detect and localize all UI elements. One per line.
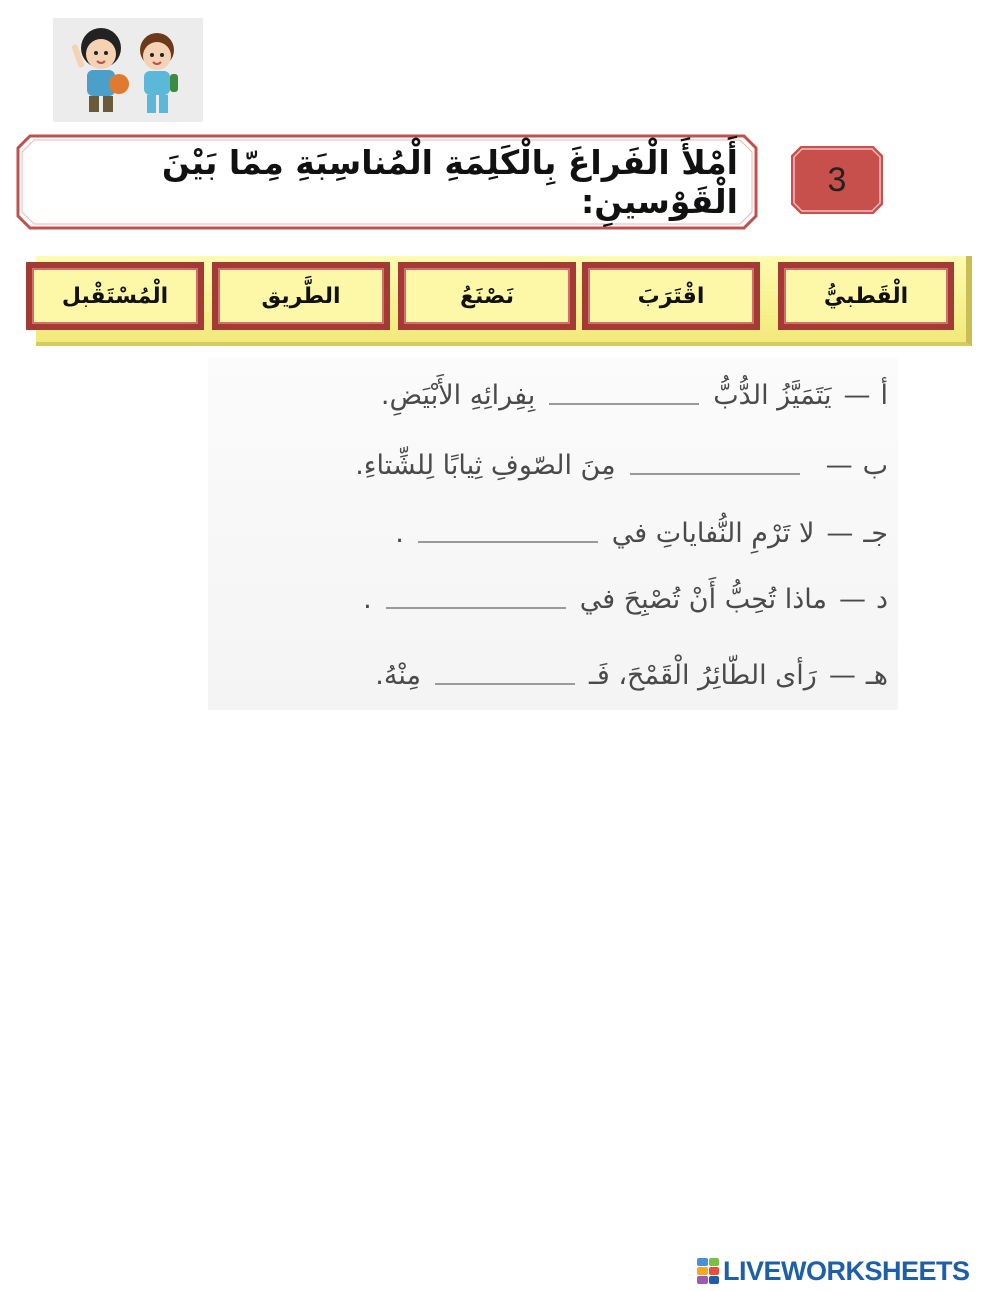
sentence-letter: هـ bbox=[865, 659, 888, 691]
word-bank-tile[interactable]: الْمُسْتَقْبل bbox=[26, 262, 204, 330]
sentence-text-before: يَتَمَيَّزُ الدُّبُّ bbox=[713, 379, 832, 411]
dash: — bbox=[828, 659, 856, 691]
sentence-d bbox=[363, 574, 888, 624]
answer-blank[interactable] bbox=[549, 402, 699, 405]
sentence-text-after: مِنْهُ. bbox=[375, 659, 421, 691]
word-bank-tile[interactable]: اقْتَرَبَ bbox=[582, 262, 760, 330]
sentence-text-after: مِنَ الصّوفِ ثِيابًا لِلشِّتاءِ. bbox=[355, 449, 616, 481]
sentence-letter: جـ bbox=[863, 517, 888, 549]
dash: — bbox=[838, 583, 866, 615]
sentence-text-before: ماذا تُحِبُّ أَنْ تُصْبِحَ في bbox=[579, 583, 827, 615]
sentence-b bbox=[355, 440, 888, 490]
exercise-number: 3 bbox=[827, 160, 847, 199]
liveworksheets-logo[interactable] bbox=[697, 1256, 970, 1286]
word-bank-tile[interactable]: الْقَطبيُّ bbox=[778, 262, 954, 330]
sentence-letter: أ bbox=[880, 379, 888, 411]
sentence-text-after: بِفِرائِهِ الأَبْيَضِ. bbox=[380, 379, 536, 411]
sentence-text-after: . bbox=[363, 583, 372, 615]
sentence-letter: ب bbox=[862, 449, 888, 481]
liveworksheets-logo-icon bbox=[697, 1258, 719, 1284]
answer-blank[interactable] bbox=[435, 682, 575, 685]
dash: — bbox=[825, 449, 853, 481]
dash: — bbox=[826, 517, 854, 549]
sentence-letter: د bbox=[875, 583, 888, 615]
kids-icon bbox=[53, 18, 203, 122]
dash: — bbox=[843, 379, 871, 411]
brand-name: LIVEWORKSHEETS bbox=[723, 1255, 970, 1286]
sentence-e bbox=[375, 650, 888, 700]
sentence-text-before: رَأى الطّائِرُ الْقَمْحَ، فَـ bbox=[588, 659, 817, 691]
sentence-c bbox=[395, 508, 888, 558]
sentence-a bbox=[381, 370, 888, 420]
word-bank-tile[interactable]: الطَّريق bbox=[212, 262, 390, 330]
word-bank-tile[interactable]: نَصْنَعُ bbox=[398, 262, 576, 330]
kids-illustration bbox=[53, 18, 203, 122]
answer-blank[interactable] bbox=[630, 472, 800, 475]
sentence-text-before: لا تَرْمِ النُّفاياتِ في bbox=[611, 517, 815, 549]
answer-blank[interactable] bbox=[386, 606, 566, 609]
answer-blank[interactable] bbox=[418, 540, 598, 543]
instruction-heading: أَمْلأَ الْفَراغَ بِالْكَلِمَةِ الْمُناسِبَةِ مِمّا بَيْنَ الْقَوْسينِ: bbox=[161, 143, 738, 221]
sentence-text-after: . bbox=[395, 517, 404, 549]
